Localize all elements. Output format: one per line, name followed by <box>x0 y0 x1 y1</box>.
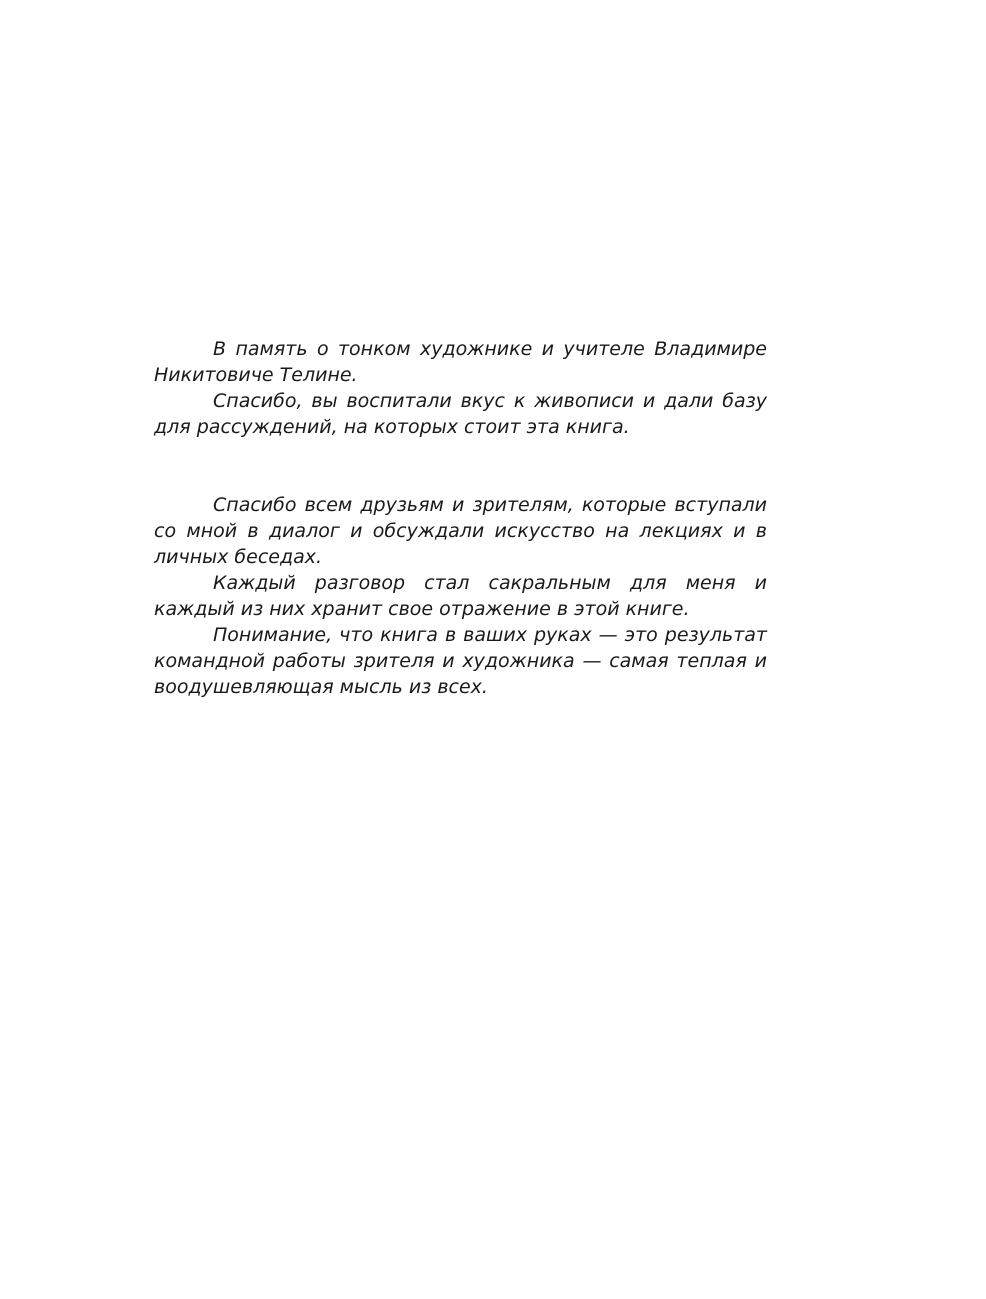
acknowledgement-paragraph: Понимание, что книга в ваших руках — это результат командной работы зрителя и художника — самая теплая и воодушевляющая мысль из всех. <box>154 624 767 698</box>
acknowledgement-paragraph: Каждый разговор стал сакральным для меня и каждый из них хранит свое отражение в этой книге. <box>154 572 767 620</box>
dedication-paragraph: Спасибо, вы воспитали вкус к живописи и дали базу для рассуждений, на которых стоит эта книга. <box>154 390 767 438</box>
dedication-paragraph: В память о тонком художнике и учителе Владимире Никитовиче Телине. <box>154 338 767 386</box>
acknowledgements-section <box>154 492 767 700</box>
acknowledgement-paragraph: Спасибо всем друзьям и зрителям, которые вступали со мной в диалог и обсуждали искусство на лекциях и в личных беседах. <box>154 494 767 568</box>
dedication-section <box>154 336 767 440</box>
